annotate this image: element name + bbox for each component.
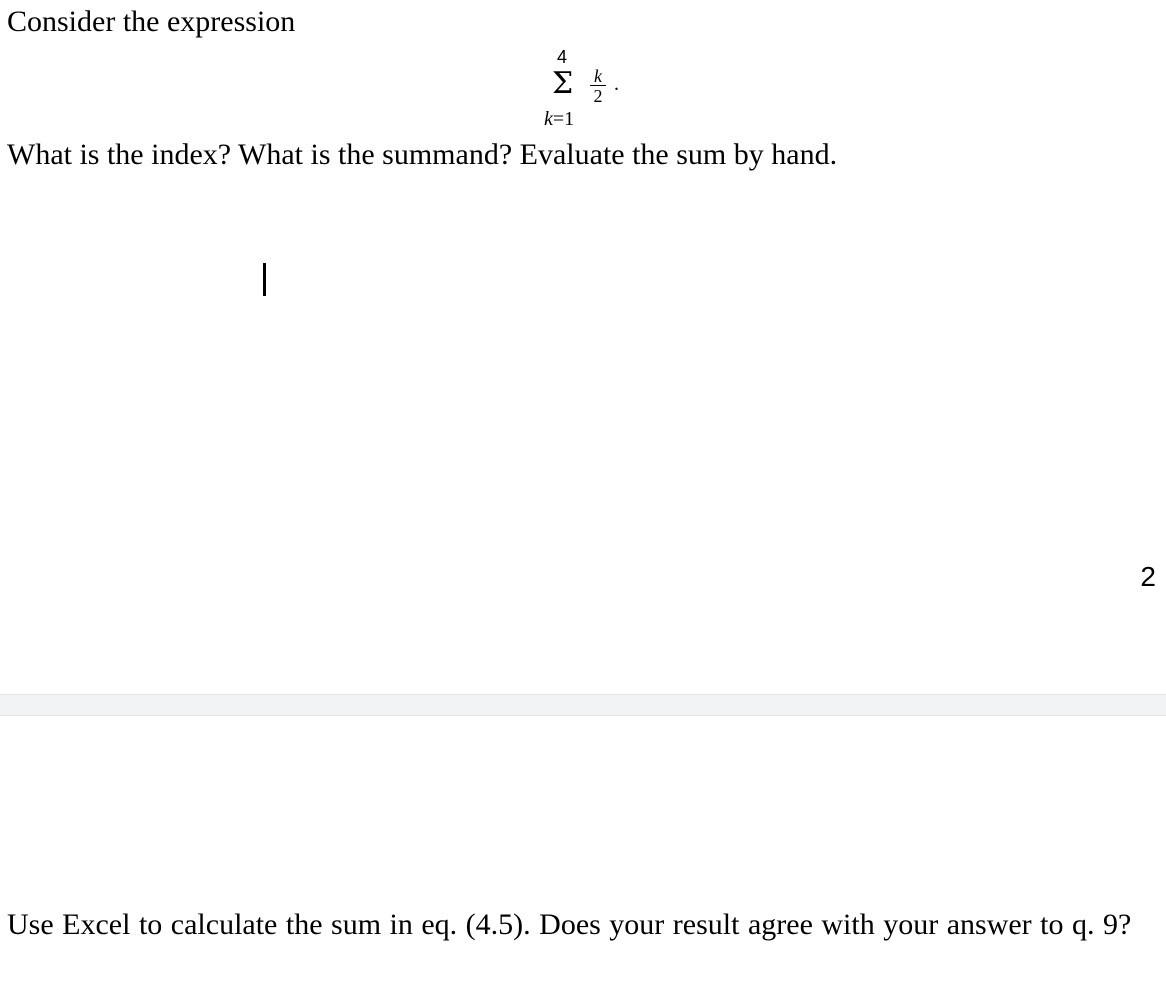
summation-sigma: Σ <box>552 66 574 101</box>
intro-text: Consider the expression <box>7 5 296 38</box>
excel-question-text: Use Excel to calculate the sum in eq. (4.5). Does your result agree with your answer to q. 9? <box>7 908 1132 941</box>
summation-lower-limit <box>544 107 574 131</box>
text-cursor <box>263 263 266 296</box>
summand-fraction <box>590 67 606 105</box>
page-break <box>0 694 1166 716</box>
fraction-denominator: 2 <box>593 86 603 106</box>
summation-index-variable: k <box>544 108 553 130</box>
summation-expression <box>538 44 648 134</box>
fraction-numerator: k <box>590 67 606 86</box>
summation-upper-limit: 4 <box>557 47 568 67</box>
summation-index-start: =1 <box>552 108 575 130</box>
summation-period: . <box>614 73 619 95</box>
question-text: What is the index? What is the summand? Evaluate the sum by hand. <box>7 138 838 171</box>
page-number: 2 <box>1140 561 1156 592</box>
